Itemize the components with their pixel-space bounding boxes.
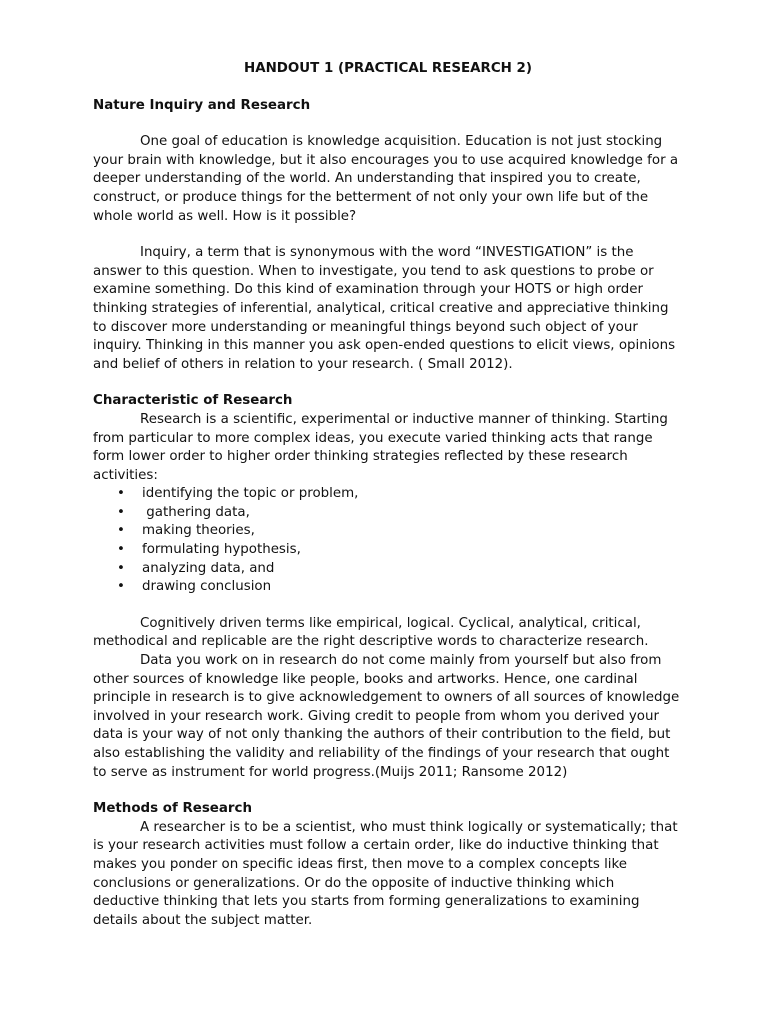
document-title: HANDOUT 1 (PRACTICAL RESEARCH 2) bbox=[244, 61, 532, 76]
paragraph-education-goal: One goal of education is knowledge acquisition. Education is not just stocking your brain with knowledge, but it also encourages you to use acquired knowledge for a deeper understanding of the world. An understanding that inspired you to create, construct, or produce things for the betterment of not only your own life but of the whole world as well. How is it possible? bbox=[93, 134, 679, 224]
section-heading-nature-inquiry: Nature Inquiry and Research bbox=[93, 97, 311, 113]
bullet-icon: • bbox=[117, 523, 125, 539]
list-item bbox=[117, 560, 683, 579]
bullet-icon: • bbox=[117, 542, 125, 558]
list-item bbox=[117, 522, 683, 541]
list-item-text: gathering data, bbox=[142, 504, 250, 520]
research-activities-list bbox=[93, 485, 683, 597]
list-item bbox=[117, 541, 683, 560]
section-heading-methods: Methods of Research bbox=[93, 801, 253, 817]
spacer bbox=[93, 782, 683, 800]
paragraph-research-intro: Research is a scientific, experimental or inductive manner of thinking. Starting from particular to more complex ideas, you execute varied thinking acts that range form lower order to higher order thinking strategies reflected by these research activities: bbox=[93, 411, 668, 483]
spacer bbox=[93, 597, 683, 615]
list-item-text: drawing conclusion bbox=[142, 579, 272, 595]
bullet-icon: • bbox=[117, 579, 125, 595]
list-item bbox=[117, 485, 683, 504]
spacer bbox=[93, 374, 683, 392]
list-item bbox=[117, 504, 683, 523]
paragraph-data-sources: Data you work on in research do not come mainly from yourself but also from other sources of knowledge like people, books and artworks. Hence, one cardinal principle in research is to give acknowledgement to owners of all sources of knowledge involved in your research work. Giving credit to people from whom you derived your data is your way of not only thanking the authors of their contribution to the field, but also establishing the validity and reliability of the findings of your research that ought to serve as instrument for world progress.(Muijs 2011; Ransome 2012) bbox=[93, 653, 680, 780]
paragraph-methods: A researcher is to be a scientist, who must think logically or systematically; that is your research activities must follow a certain order, like do inductive thinking that makes you ponder on specific ideas first, then move to a complex concepts like conclusions or generalizations. Or do the opposite of inductive thinking which deductive thinking that lets you starts from forming generalizations to examining details about the subject matter. bbox=[93, 819, 678, 928]
list-item bbox=[117, 578, 683, 597]
bullet-icon: • bbox=[117, 486, 125, 502]
paragraph-inquiry: Inquiry, a term that is synonymous with the word “INVESTIGATION” is the answer to this question. When to investigate, you tend to ask questions to probe or examine something. Do this kind of examination through your HOTS or high order thinking strategies of inferential, analytical, critical creative and appreciative thinking to discover more understanding or meaningful things beyond such object of your inquiry. Thinking in this manner you ask open-ended questions to elicit views, opinions and belief of others in relation to your research. ( Small 2012). bbox=[93, 245, 676, 372]
bullet-icon: • bbox=[117, 560, 125, 576]
paragraph-cognitive-terms: Cognitively driven terms like empirical, logical. Cyclical, analytical, critical, methodical and replicable are the right descriptive words to characterize research. bbox=[93, 615, 649, 650]
section-heading-characteristic: Characteristic of Research bbox=[93, 393, 293, 409]
spacer bbox=[93, 115, 683, 133]
list-item-text: making theories, bbox=[142, 523, 255, 539]
document-body bbox=[93, 60, 683, 930]
list-item-text: formulating hypothesis, bbox=[142, 542, 301, 558]
spacer bbox=[93, 226, 683, 244]
bullet-icon: • bbox=[117, 504, 125, 520]
list-item-text: analyzing data, and bbox=[142, 560, 275, 576]
list-item-text: identifying the topic or problem, bbox=[142, 486, 359, 502]
